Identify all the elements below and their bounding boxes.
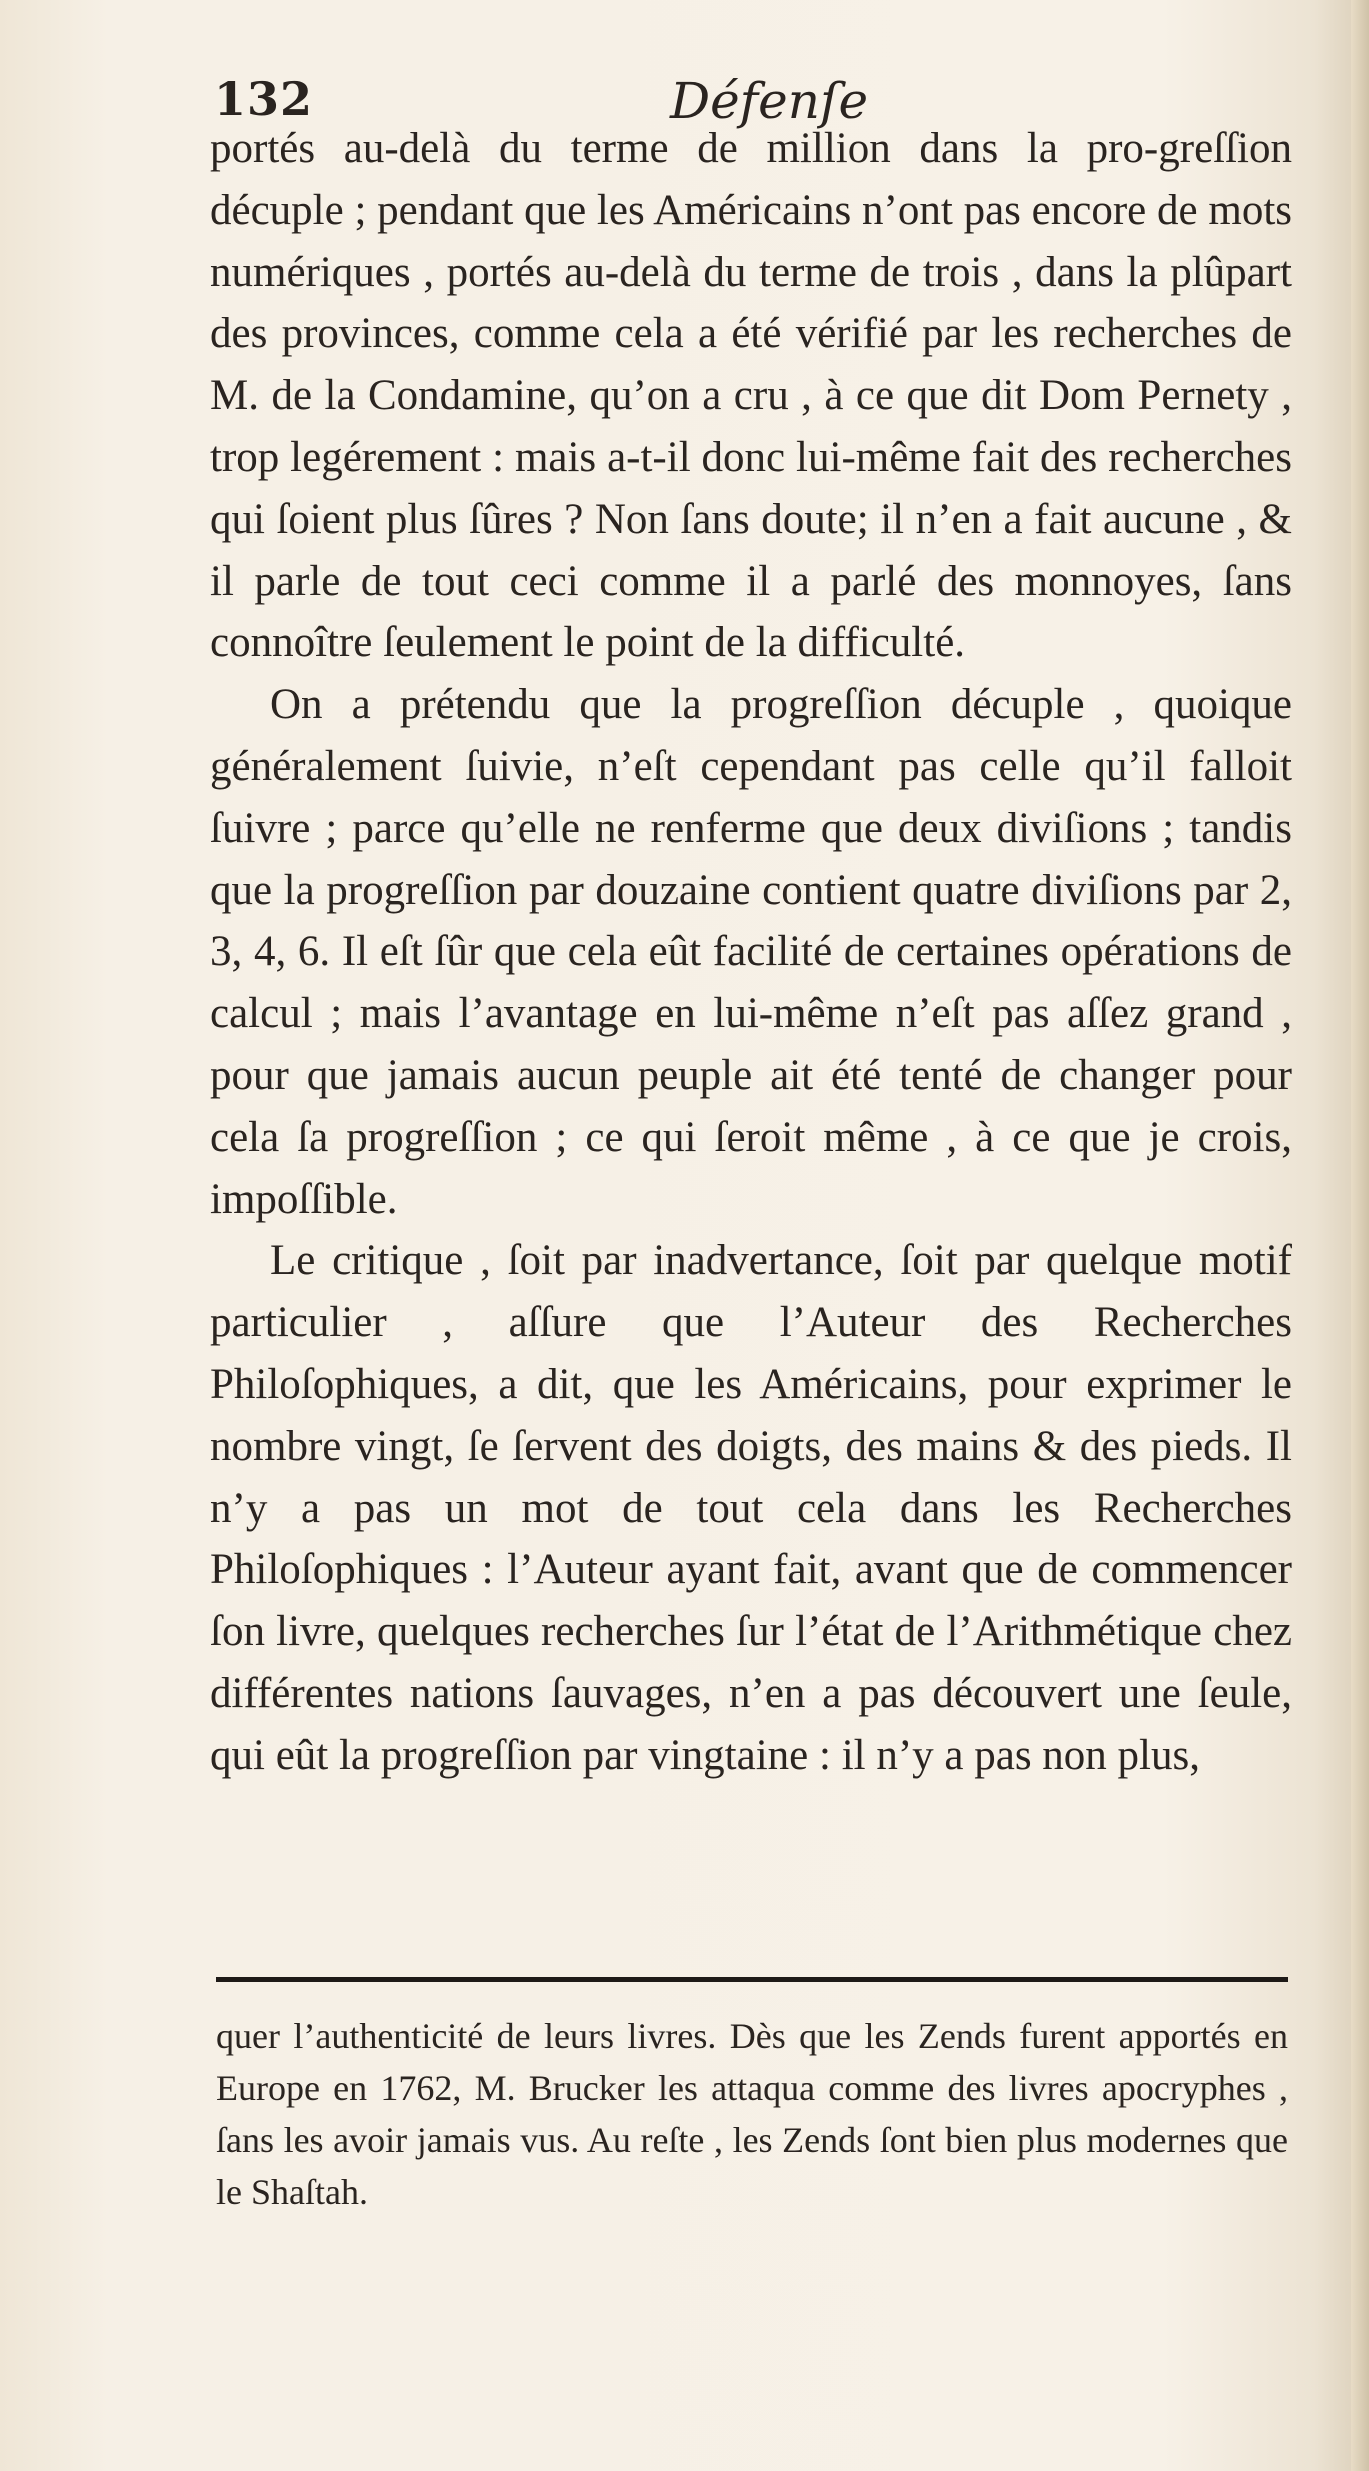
paragraph-3: Le critique , ſoit par inadvertance, ſoit par quelque motif particulier , aſſure que l’Auteur des Recherches Philoſophiques, a dit, que les Américains, pour exprimer le nombre vingt, ſe ſervent des doigts, des mains & des pieds. Il n’y a pas un mot de tout cela dans les Recherches Philoſophiques : l’Auteur ayant fait, avant que de commencer ſon livre, quelques recherches ſur l’état de l’Arithmétique chez différentes nations ſauvages, n’en a pas découvert une ſeule, qui eût la progreſſion par vingtaine : il n’y a pas non plus, <box>210 1237 1292 1779</box>
paragraph-1: portés au-delà du terme de million dans la pro-greſſion décuple ; pendant que les Américains n’ont pas encore de mots numériques , portés au-delà du terme de trois , dans la plûpart des provinces, comme cela a été vérifié par les recherches de M. de la Condamine, qu’on a cru , à ce que dit Dom Pernety , trop legérement : mais a-t-il donc lui-même fait des recherches qui ſoient plus ſûres ? Non ſans doute; il n’en a fait aucune , & il parle de tout ceci comme il a parlé des monnoyes, ſans connoître ſeulement le point de la difficulté. <box>210 125 1292 667</box>
footnote-rule <box>216 1977 1288 1982</box>
main-text <box>210 118 1292 1787</box>
running-head: Défenſe <box>670 72 869 130</box>
page-edge-shadow <box>1351 0 1369 2471</box>
paragraph-2: On a prétendu que la progreſſion décuple , quoique généralement ſuivie, n’eſt cependant pas celle qu’il falloit ſuivre ; parce qu’elle ne renferme que deux diviſions ; tandis que la progreſſion par douzaine contient quatre diviſions par 2, 3, 4, 6. Il eſt ſûr que cela eût facilité de certaines opérations de calcul ; mais l’avantage en lui-même n’eſt pas aſſez grand , pour que jamais aucun peuple ait été tenté de changer pour cela ſa progreſſion ; ce qui ſeroit même , à ce que je crois, impoſſible. <box>210 681 1292 1223</box>
footnote-text: quer l’authenticité de leurs livres. Dès que les Zends furent apportés en Europe en 1762, M. Brucker les attaqua comme des livres apocryphes , ſans les avoir jamais vus. Au reſte , les Zends ſont bien plus modernes que le Shaſtah. <box>216 2016 1288 2212</box>
footnote <box>216 2010 1288 2218</box>
page-number: 132 <box>214 72 314 126</box>
